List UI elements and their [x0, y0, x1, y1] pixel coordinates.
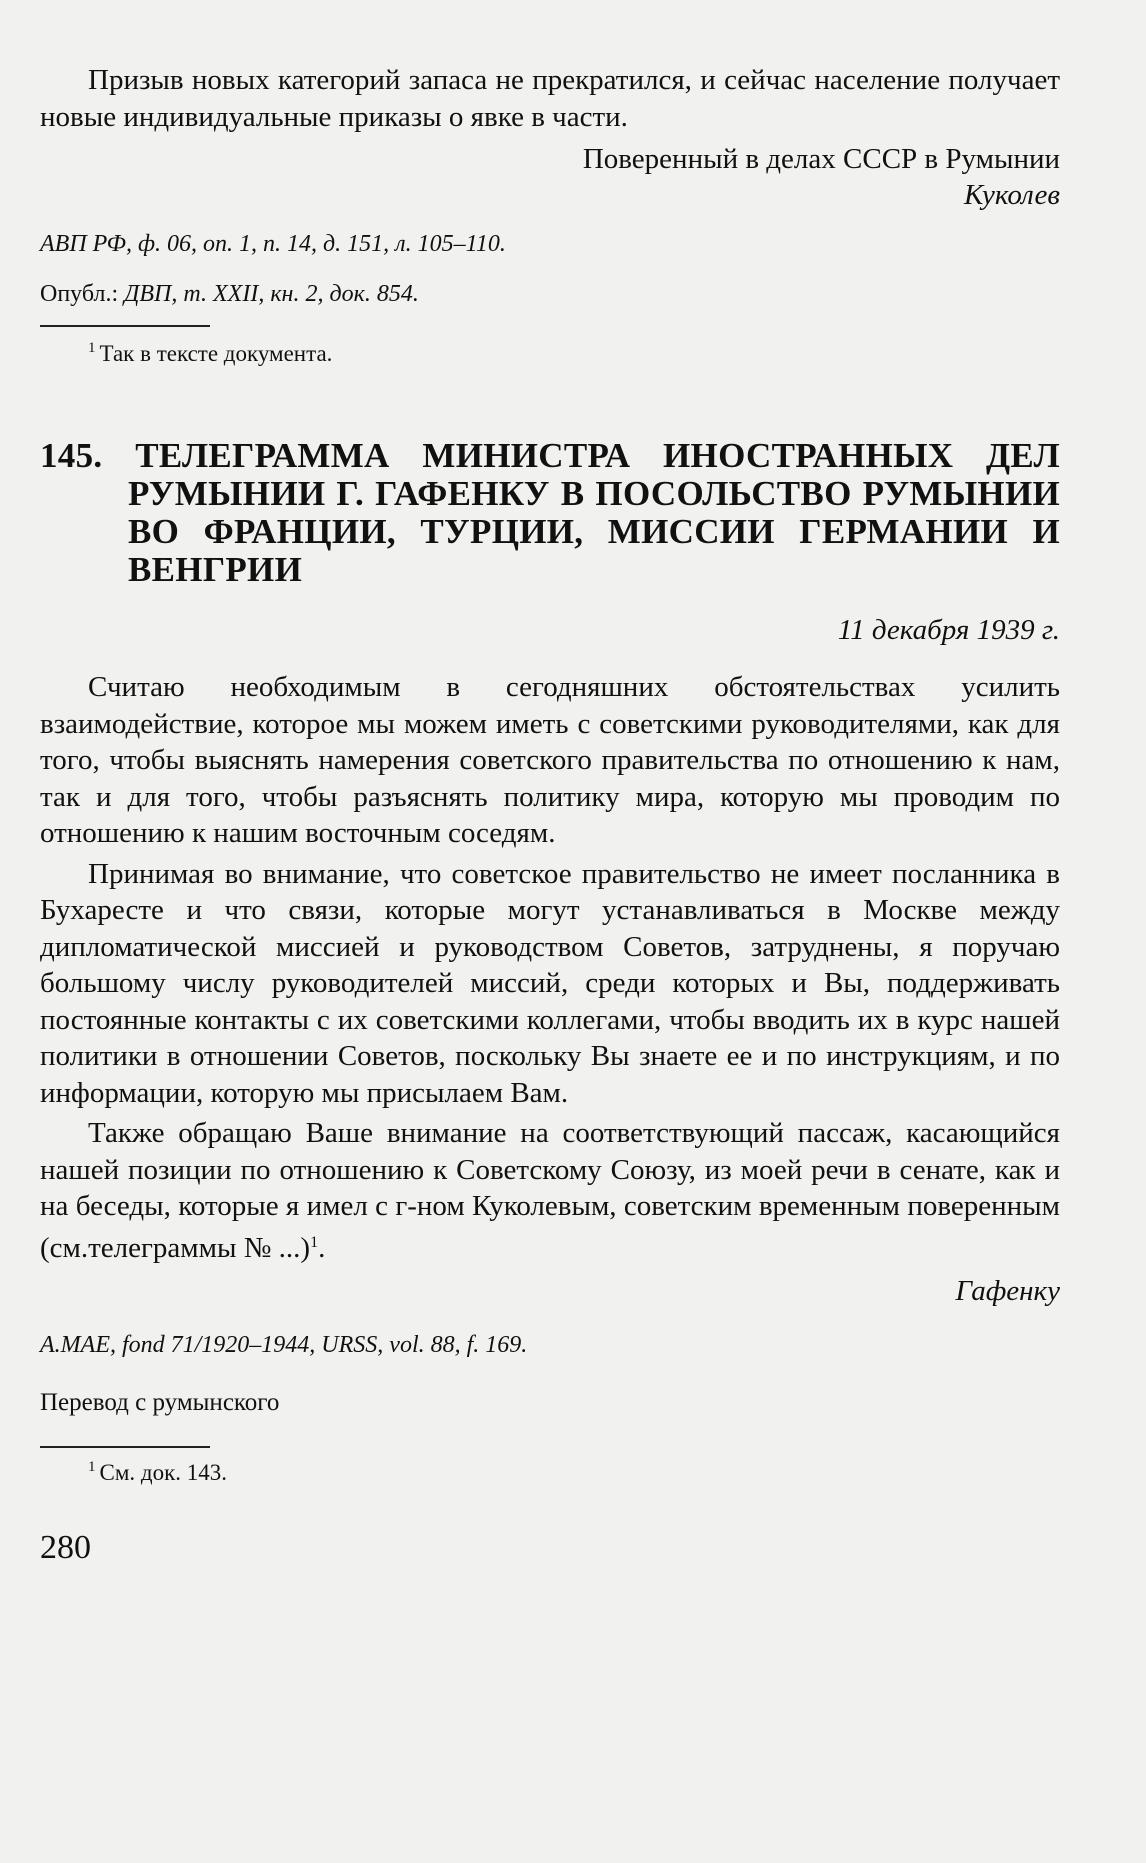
document-paragraph-1: Считаю необходимым в сегодняшних обстоятельствах усилить взаимодействие, которое мы можем иметь с советскими руководителями, как для того, чтобы выяснять намерения советского правительства по отношению к нам, так и для того, чтобы разъяснять политику мира, которую мы проводим по отношению к нашим восточным соседям.: [40, 671, 1060, 849]
intro-paragraph: Призыв новых категорий запаса не прекратился, и сейчас население получает новые индивидуальные приказы о явке в части.: [40, 64, 1060, 133]
page: [40, 62, 1060, 1568]
intro-footnote: [40, 333, 1060, 369]
signer-name: Куколев: [964, 179, 1060, 211]
translation-note: Перевод с румынского: [40, 1389, 280, 1416]
published-ref: ДВП, т. XXII, кн. 2, док. 854.: [124, 281, 419, 307]
document-paragraph-3: [40, 1115, 1060, 1266]
intro-archive-ref: АВП РФ, ф. 06, оп. 1, п. 14, д. 151, л. 105–110.: [40, 231, 506, 257]
published-label: Опубл.:: [40, 281, 119, 307]
intro-published: [40, 279, 1060, 309]
paragraph-3-end: .: [318, 1231, 326, 1264]
footnote-text: Так в тексте документа.: [99, 341, 333, 366]
footnote-rule: [40, 325, 210, 327]
document-footnote-text: См. док. 143.: [99, 1460, 228, 1485]
signer-title: Поверенный в делах СССР в Румынии: [582, 143, 1060, 175]
document-signature: Гафенку: [955, 1275, 1060, 1307]
document-footnote-mark: 1: [88, 1459, 96, 1475]
document-footnote: [40, 1452, 1060, 1488]
document-paragraph-2: Принимая во внимание, что советское правительство не имеет посланника в Бухаресте и что связи, которые могут устанавливаться в Москве между дипломатической миссией и руководством Советов, затруднены, я поручаю большому числу руководителей миссий, среди которых и Вы, поддерживать постоянные контакты с их советскими коллегами, чтобы вводить их в курс нашей политики в отношении Советов, поскольку Вы знаете ее и по инструкциям, и по информации, которую мы присылаем Вам.: [40, 857, 1060, 1109]
document-archive-ref: A.MAE, fond 71/1920–1944, URSS, vol. 88, f. 169.: [40, 1332, 528, 1358]
document-date: 11 декабря 1939 г.: [837, 614, 1060, 646]
footnote-mark: 1: [88, 340, 96, 356]
paragraph-3-footnote-mark: 1: [310, 1233, 319, 1251]
page-number: 280: [40, 1529, 91, 1566]
paragraph-3-text: Также обращаю Ваше внимание на соответствующий пассаж, касающийся нашей позиции по отношению к Советскому Союзу, из моей речи в сенате, как и на беседы, которые я имел с г-ном Куколевым, советским временным поверенным (см.телеграммы № ...): [40, 1117, 1060, 1264]
document-heading: 145. ТЕЛЕГРАММА МИНИСТРА ИНОСТРАННЫХ ДЕЛ РУМЫНИИ Г. ГАФЕНКУ В ПОСОЛЬСТВО РУМЫНИИ ВО ФРАНЦИИ, ТУРЦИИ, МИССИИ ГЕРМАНИИ И ВЕНГРИИ: [40, 436, 1060, 589]
document-footnote-rule: [40, 1446, 210, 1448]
intro-signature-block: [40, 141, 1060, 213]
